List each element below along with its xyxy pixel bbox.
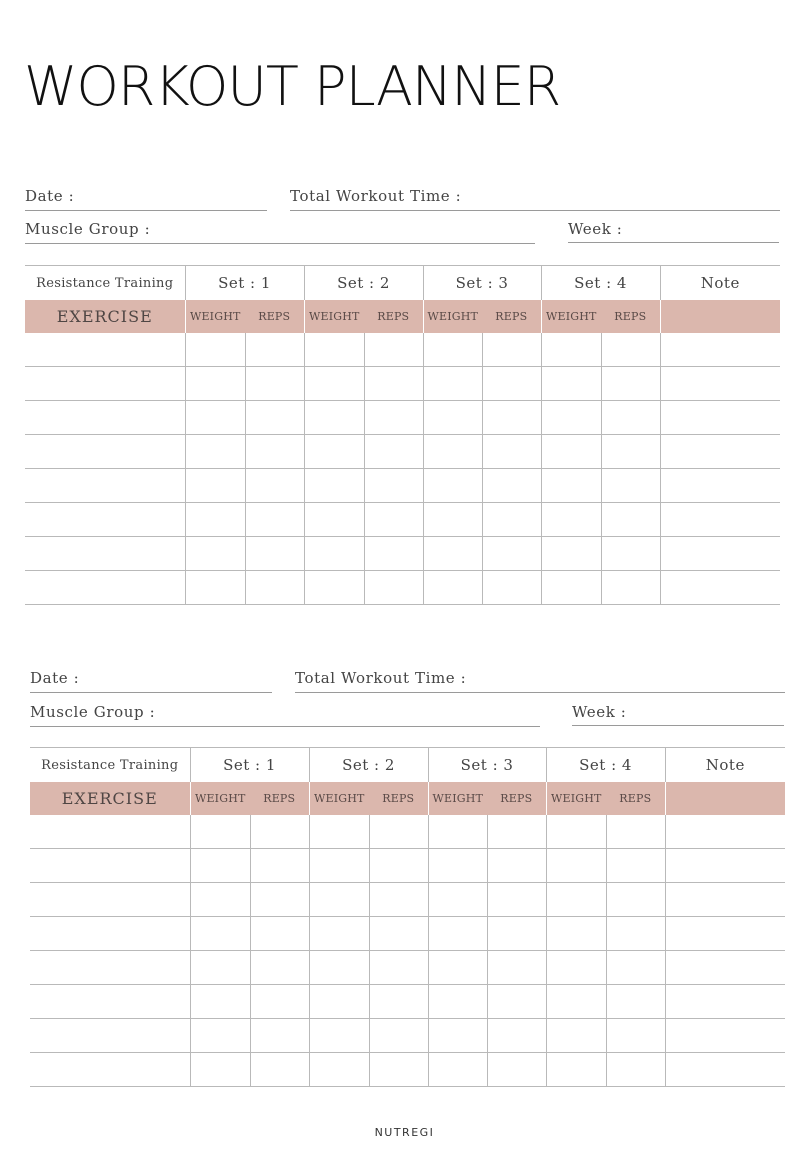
set-2-reps-header: REPS <box>364 300 423 333</box>
set-2-weight-header: WEIGHT <box>309 782 369 815</box>
week-label: Week : <box>568 220 623 238</box>
set-2-weight-cell[interactable] <box>304 469 364 503</box>
set-1-reps-header: REPS <box>250 782 309 815</box>
set-4-reps-cell[interactable] <box>601 469 660 503</box>
set-3-weight-cell[interactable] <box>423 333 482 367</box>
resistance-training-header: Resistance Training <box>30 748 190 783</box>
exercise-cell[interactable] <box>25 333 185 367</box>
set-1-weight-cell[interactable] <box>185 503 245 537</box>
set-3-weight-header: WEIGHT <box>428 782 487 815</box>
note-cell[interactable] <box>665 1053 785 1087</box>
total-workout-time-field[interactable] <box>295 692 785 693</box>
note-cell[interactable] <box>665 951 785 985</box>
muscle-group-field[interactable] <box>25 243 535 244</box>
total-workout-time-label: Total Workout Time : <box>295 669 467 687</box>
set-2-weight-cell[interactable] <box>309 1053 369 1087</box>
set-1-reps-cell[interactable] <box>245 367 304 401</box>
note-cell[interactable] <box>660 571 780 605</box>
set-4-weight-header: WEIGHT <box>541 300 601 333</box>
set-4-weight-header: WEIGHT <box>546 782 606 815</box>
set-4-weight-cell[interactable] <box>541 571 601 605</box>
note-cell[interactable] <box>660 537 780 571</box>
set-2-weight-cell[interactable] <box>304 537 364 571</box>
table-row <box>25 537 780 571</box>
set-2-weight-cell[interactable] <box>309 849 369 883</box>
set-1-reps-cell[interactable] <box>245 333 304 367</box>
note-cell[interactable] <box>660 503 780 537</box>
set-4-weight-cell[interactable] <box>541 333 601 367</box>
table-body <box>30 815 785 1087</box>
resistance-training-header: Resistance Training <box>25 266 185 301</box>
set-3-reps-cell[interactable] <box>482 401 541 435</box>
set-2-reps-cell[interactable] <box>369 883 428 917</box>
set-2-reps-cell[interactable] <box>369 1053 428 1087</box>
set-3-reps-cell[interactable] <box>482 333 541 367</box>
exercise-header: EXERCISE <box>30 782 190 815</box>
set-2-reps-cell[interactable] <box>369 985 428 1019</box>
set-2-reps-cell[interactable] <box>364 401 423 435</box>
set-3-reps-cell[interactable] <box>487 917 546 951</box>
note-subheader <box>665 782 785 815</box>
set-1-weight-cell[interactable] <box>190 951 250 985</box>
set-3-weight-cell[interactable] <box>428 1019 487 1053</box>
date-field[interactable] <box>30 692 272 693</box>
note-cell[interactable] <box>665 917 785 951</box>
set-4-reps-cell[interactable] <box>601 537 660 571</box>
set-4-reps-cell[interactable] <box>601 571 660 605</box>
set-1-reps-cell[interactable] <box>245 469 304 503</box>
set-2-reps-cell[interactable] <box>364 367 423 401</box>
set-1-weight-header: WEIGHT <box>185 300 245 333</box>
set-4-weight-cell[interactable] <box>546 883 606 917</box>
set-3-reps-cell[interactable] <box>482 503 541 537</box>
table-row <box>25 333 780 367</box>
total-workout-time-label: Total Workout Time : <box>290 187 462 205</box>
set-3-weight-cell[interactable] <box>423 537 482 571</box>
set-4-reps-cell[interactable] <box>606 1019 665 1053</box>
set-1-reps-cell[interactable] <box>250 951 309 985</box>
set-2-reps-cell[interactable] <box>364 333 423 367</box>
muscle-group-label: Muscle Group : <box>30 703 156 721</box>
set-1-weight-cell[interactable] <box>190 1019 250 1053</box>
set-4-weight-cell[interactable] <box>546 917 606 951</box>
table-row <box>30 1019 785 1053</box>
exercise-cell[interactable] <box>30 883 190 917</box>
note-cell[interactable] <box>665 883 785 917</box>
note-cell[interactable] <box>660 333 780 367</box>
set-3-weight-cell[interactable] <box>428 849 487 883</box>
set-3-weight-cell[interactable] <box>423 367 482 401</box>
set-4-reps-cell[interactable] <box>601 503 660 537</box>
set-3-reps-cell[interactable] <box>487 883 546 917</box>
exercise-cell[interactable] <box>30 917 190 951</box>
set-1-reps-cell[interactable] <box>250 917 309 951</box>
set-3-reps-header: REPS <box>482 300 541 333</box>
set-3-reps-cell[interactable] <box>482 435 541 469</box>
table-row <box>30 883 785 917</box>
set-2-weight-cell[interactable] <box>309 1019 369 1053</box>
set-1-weight-cell[interactable] <box>185 333 245 367</box>
exercise-header: EXERCISE <box>25 300 185 333</box>
set-4-reps-cell[interactable] <box>606 815 665 849</box>
set-4-reps-cell[interactable] <box>606 849 665 883</box>
date-field[interactable] <box>25 210 267 211</box>
set-4-weight-cell[interactable] <box>541 401 601 435</box>
set-3-reps-cell[interactable] <box>487 815 546 849</box>
set-4-weight-cell[interactable] <box>541 503 601 537</box>
set-1-reps-cell[interactable] <box>250 1053 309 1087</box>
note-subheader <box>660 300 780 333</box>
set-4-weight-cell[interactable] <box>546 951 606 985</box>
set-3-reps-cell[interactable] <box>487 951 546 985</box>
set-4-weight-cell[interactable] <box>546 1053 606 1087</box>
table-row <box>25 435 780 469</box>
set-4-reps-cell[interactable] <box>601 401 660 435</box>
set-2-reps-cell[interactable] <box>369 1019 428 1053</box>
set-2-weight-cell[interactable] <box>304 503 364 537</box>
set-3-reps-cell[interactable] <box>482 571 541 605</box>
set-4-weight-cell[interactable] <box>546 985 606 1019</box>
set-3-weight-cell[interactable] <box>423 401 482 435</box>
set-2-weight-cell[interactable] <box>309 883 369 917</box>
exercise-cell[interactable] <box>25 435 185 469</box>
set-3-reps-cell[interactable] <box>482 367 541 401</box>
set-4-reps-cell[interactable] <box>606 951 665 985</box>
set-1-weight-header: WEIGHT <box>190 782 250 815</box>
table-row <box>30 815 785 849</box>
set-4-weight-cell[interactable] <box>541 367 601 401</box>
set-1-reps-cell[interactable] <box>245 571 304 605</box>
week-field[interactable] <box>572 725 784 726</box>
note-cell[interactable] <box>665 985 785 1019</box>
set-4-reps-header: REPS <box>601 300 660 333</box>
set-3-weight-cell[interactable] <box>428 917 487 951</box>
set-2-weight-cell[interactable] <box>309 917 369 951</box>
exercise-cell[interactable] <box>25 503 185 537</box>
exercise-cell[interactable] <box>30 985 190 1019</box>
exercise-cell[interactable] <box>30 849 190 883</box>
set-2-header: Set : 2 <box>304 266 423 301</box>
set-2-weight-cell[interactable] <box>304 435 364 469</box>
set-1-weight-cell[interactable] <box>190 883 250 917</box>
muscle-group-field[interactable] <box>30 726 540 727</box>
table-row <box>30 917 785 951</box>
set-2-reps-cell[interactable] <box>369 815 428 849</box>
page-title: WORKOUT PLANNER <box>24 55 561 118</box>
set-1-reps-cell[interactable] <box>245 537 304 571</box>
note-cell[interactable] <box>660 367 780 401</box>
set-2-weight-cell[interactable] <box>309 985 369 1019</box>
set-4-header: Set : 4 <box>546 748 665 783</box>
set-4-weight-cell[interactable] <box>541 537 601 571</box>
exercise-cell[interactable] <box>25 469 185 503</box>
set-4-reps-header: REPS <box>606 782 665 815</box>
exercise-cell[interactable] <box>25 571 185 605</box>
set-4-weight-cell[interactable] <box>541 469 601 503</box>
set-3-reps-cell[interactable] <box>487 1019 546 1053</box>
set-1-weight-cell[interactable] <box>190 849 250 883</box>
set-1-weight-cell[interactable] <box>185 367 245 401</box>
set-1-weight-cell[interactable] <box>190 917 250 951</box>
set-3-weight-cell[interactable] <box>423 469 482 503</box>
set-2-weight-cell[interactable] <box>309 815 369 849</box>
set-3-header: Set : 3 <box>428 748 546 783</box>
set-3-weight-cell[interactable] <box>428 951 487 985</box>
set-3-reps-cell[interactable] <box>487 1053 546 1087</box>
set-4-weight-cell[interactable] <box>546 849 606 883</box>
exercise-cell[interactable] <box>30 951 190 985</box>
set-1-header: Set : 1 <box>185 266 304 301</box>
set-4-reps-cell[interactable] <box>606 1053 665 1087</box>
set-3-reps-cell[interactable] <box>482 469 541 503</box>
set-2-weight-cell[interactable] <box>304 333 364 367</box>
table-row <box>25 571 780 605</box>
set-4-reps-cell[interactable] <box>606 985 665 1019</box>
set-1-weight-cell[interactable] <box>185 537 245 571</box>
set-2-reps-cell[interactable] <box>364 503 423 537</box>
set-1-weight-cell[interactable] <box>185 401 245 435</box>
table-row <box>25 503 780 537</box>
set-3-weight-cell[interactable] <box>428 985 487 1019</box>
set-2-reps-cell[interactable] <box>369 917 428 951</box>
date-label: Date : <box>25 187 75 205</box>
set-3-weight-cell[interactable] <box>423 571 482 605</box>
table-row <box>25 401 780 435</box>
set-2-weight-cell[interactable] <box>309 951 369 985</box>
brand-footer: NUTREGI <box>374 1126 435 1139</box>
set-3-reps-cell[interactable] <box>487 849 546 883</box>
set-3-weight-header: WEIGHT <box>423 300 482 333</box>
exercise-cell[interactable] <box>25 537 185 571</box>
note-header: Note <box>665 748 785 783</box>
set-3-reps-cell[interactable] <box>482 537 541 571</box>
set-1-weight-cell[interactable] <box>190 985 250 1019</box>
note-cell[interactable] <box>665 849 785 883</box>
set-2-reps-cell[interactable] <box>369 849 428 883</box>
set-2-weight-header: WEIGHT <box>304 300 364 333</box>
set-1-reps-cell[interactable] <box>245 401 304 435</box>
set-4-reps-cell[interactable] <box>601 367 660 401</box>
workout-table <box>30 747 785 1087</box>
set-3-header: Set : 3 <box>423 266 541 301</box>
planner-section-1 <box>25 185 780 605</box>
table-body <box>25 333 780 605</box>
set-4-weight-cell[interactable] <box>546 815 606 849</box>
note-cell[interactable] <box>665 1019 785 1053</box>
set-1-reps-cell[interactable] <box>250 883 309 917</box>
set-4-reps-cell[interactable] <box>606 917 665 951</box>
set-2-reps-cell[interactable] <box>369 951 428 985</box>
set-4-weight-cell[interactable] <box>541 435 601 469</box>
set-2-header: Set : 2 <box>309 748 428 783</box>
set-1-weight-cell[interactable] <box>190 1053 250 1087</box>
set-1-reps-cell[interactable] <box>245 435 304 469</box>
exercise-cell[interactable] <box>30 1019 190 1053</box>
set-2-weight-cell[interactable] <box>304 401 364 435</box>
note-cell[interactable] <box>665 815 785 849</box>
set-1-reps-cell[interactable] <box>250 985 309 1019</box>
set-3-weight-cell[interactable] <box>428 815 487 849</box>
set-2-reps-cell[interactable] <box>364 537 423 571</box>
table-row <box>30 849 785 883</box>
set-1-reps-cell[interactable] <box>245 503 304 537</box>
set-3-weight-cell[interactable] <box>423 435 482 469</box>
table-row <box>25 469 780 503</box>
set-3-weight-cell[interactable] <box>428 1053 487 1087</box>
note-cell[interactable] <box>660 469 780 503</box>
set-4-reps-cell[interactable] <box>606 883 665 917</box>
exercise-cell[interactable] <box>25 401 185 435</box>
exercise-cell[interactable] <box>30 1053 190 1087</box>
set-3-weight-cell[interactable] <box>423 503 482 537</box>
table-row <box>30 1053 785 1087</box>
note-cell[interactable] <box>660 401 780 435</box>
set-2-reps-cell[interactable] <box>364 469 423 503</box>
set-2-reps-header: REPS <box>369 782 428 815</box>
set-2-weight-cell[interactable] <box>304 571 364 605</box>
note-cell[interactable] <box>660 435 780 469</box>
set-3-weight-cell[interactable] <box>428 883 487 917</box>
set-2-reps-cell[interactable] <box>364 435 423 469</box>
set-1-weight-cell[interactable] <box>190 815 250 849</box>
set-2-reps-cell[interactable] <box>364 571 423 605</box>
exercise-cell[interactable] <box>25 367 185 401</box>
set-1-weight-cell[interactable] <box>185 571 245 605</box>
total-workout-time-field[interactable] <box>290 210 780 211</box>
week-field[interactable] <box>568 242 779 243</box>
set-1-reps-cell[interactable] <box>250 815 309 849</box>
set-4-reps-cell[interactable] <box>601 435 660 469</box>
table-row <box>30 951 785 985</box>
muscle-group-label: Muscle Group : <box>25 220 151 238</box>
set-3-reps-cell[interactable] <box>487 985 546 1019</box>
set-1-header: Set : 1 <box>190 748 309 783</box>
workout-table <box>25 265 780 605</box>
planner-section-2 <box>30 667 785 1087</box>
set-1-weight-cell[interactable] <box>185 469 245 503</box>
set-4-header: Set : 4 <box>541 266 660 301</box>
set-1-reps-cell[interactable] <box>250 849 309 883</box>
set-4-weight-cell[interactable] <box>546 1019 606 1053</box>
week-label: Week : <box>572 703 627 721</box>
note-header: Note <box>660 266 780 301</box>
table-row <box>25 367 780 401</box>
set-1-reps-header: REPS <box>245 300 304 333</box>
exercise-cell[interactable] <box>30 815 190 849</box>
date-label: Date : <box>30 669 80 687</box>
set-1-reps-cell[interactable] <box>250 1019 309 1053</box>
set-1-weight-cell[interactable] <box>185 435 245 469</box>
set-2-weight-cell[interactable] <box>304 367 364 401</box>
set-3-reps-header: REPS <box>487 782 546 815</box>
set-4-reps-cell[interactable] <box>601 333 660 367</box>
table-row <box>30 985 785 1019</box>
